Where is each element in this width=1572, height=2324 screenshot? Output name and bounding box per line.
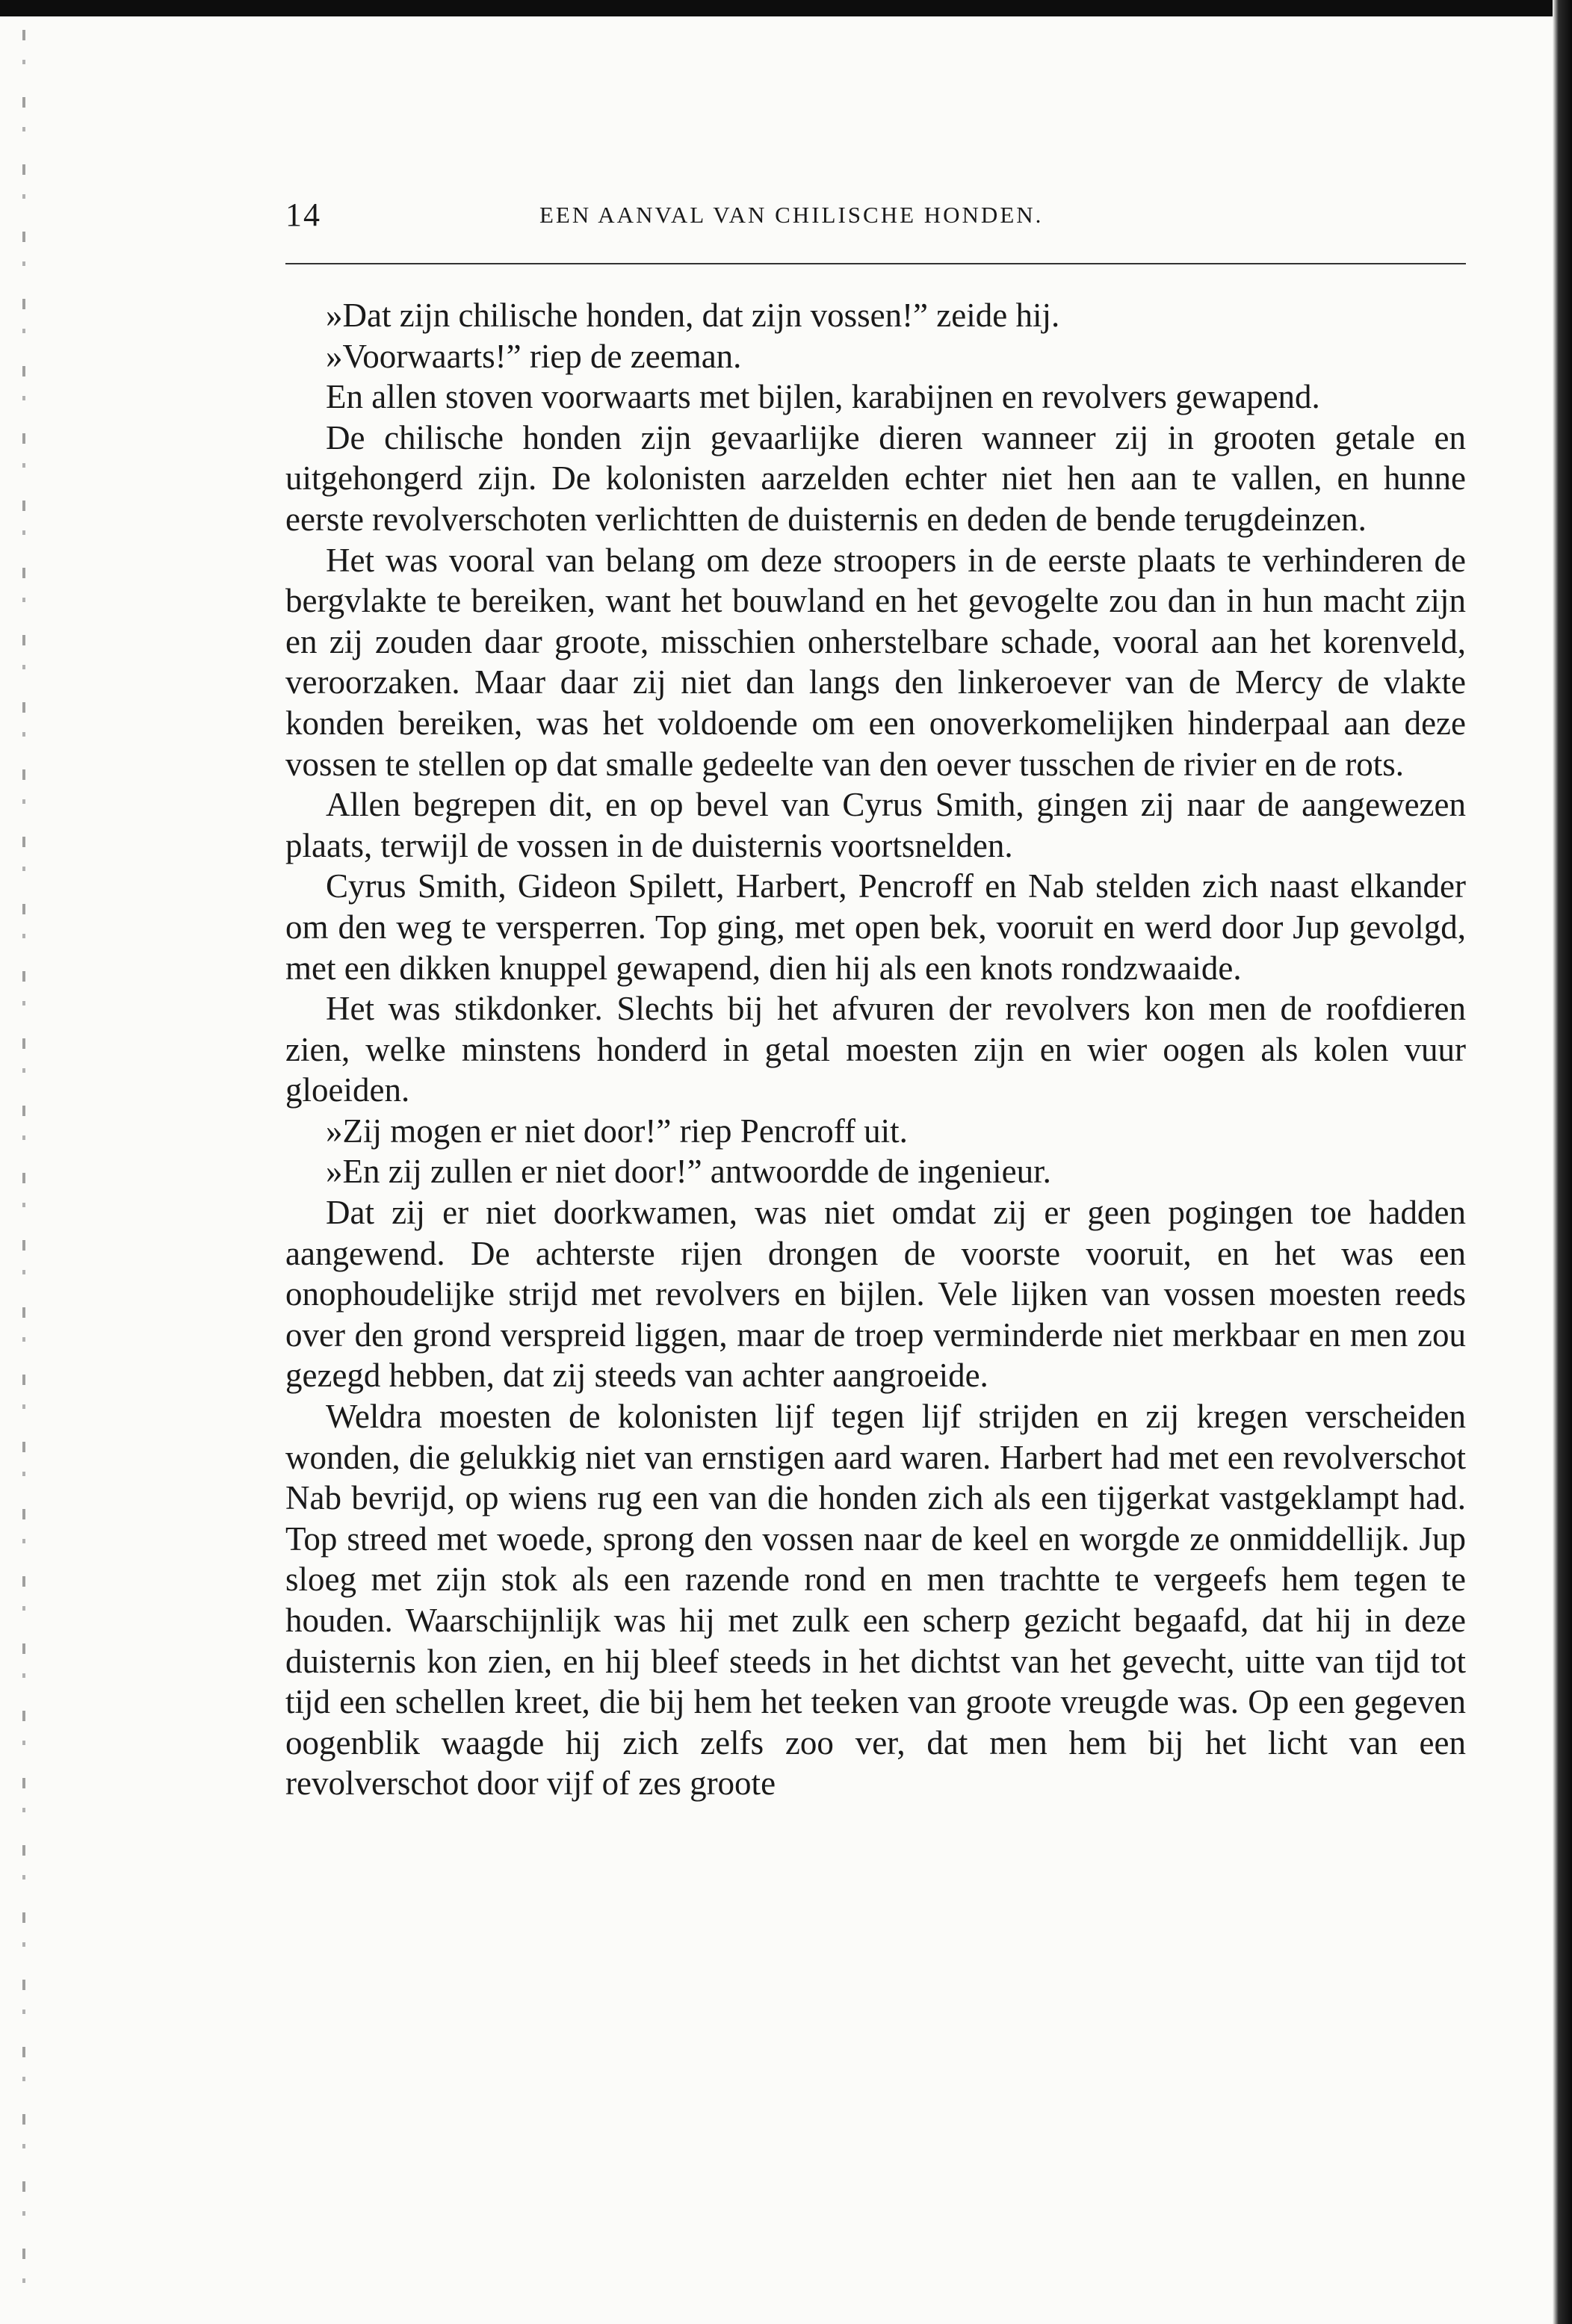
paragraph: »Zij mogen er niet door!” riep Pencroff uit. [326, 1112, 908, 1150]
paragraph: En allen stoven voorwaarts met bijlen, karabijnen en revolvers gewapend. [326, 378, 1320, 416]
paragraph: »En zij zullen er niet door!” antwoordde de ingenieur. [326, 1153, 1051, 1191]
running-title: EEN AANVAL VAN CHILISCHE HONDEN. [539, 202, 1044, 228]
paragraph: »Dat zijn chilische honden, dat zijn vossen!” zeide hij. [326, 297, 1060, 334]
paragraph: Dat zij er niet doorkwamen, was niet omdat zij er geen pogingen toe hadden aangewend. De achterste rijen drongen de voorste vooruit, en het was een onophoudelijke strijd met revolvers en bijlen. Vele lijken van vossen moesten reeds over den grond verspreid liggen, maar de troep verminderde niet merkbaar en men zou gezegd hebben, dat zij steeds van achter aangroeide. [285, 1194, 1466, 1395]
paragraph: Het was vooral van belang om deze stroopers in de eerste plaats te verhinderen de bergvlakte te bereiken, want het bouwland en het gevogelte zou dan in hun macht zijn en zij zouden daar groote, misschien onherstelbare schade, vooral aan het korenveld, veroorzaken. Maar daar zij niet dan langs den linkeroever van de Mercy de vlakte konden bereiken, was het voldoende om een onoverkomelijken hinderpaal aan deze vossen te stellen op dat smalle gedeelte van den oever tusschen de rivier en de rots. [285, 541, 1466, 783]
body-text [285, 295, 1466, 1804]
scan-margin-marks [22, 30, 25, 2301]
header-rule [285, 263, 1466, 264]
page-number: 14 [285, 196, 321, 233]
paragraph: Het was stikdonker. Slechts bij het afvuren der revolvers kon men de roofdieren zien, welke minstens honderd in getal moesten zijn en wier oogen als kolen vuur gloeiden. [285, 990, 1466, 1109]
paragraph: Allen begrepen dit, en op bevel van Cyrus Smith, gingen zij naar de aangewezen plaats, terwijl de vossen in de duisternis voortsnelden. [285, 786, 1466, 864]
scan-border-right [1553, 0, 1572, 2324]
scan-border-top [0, 0, 1572, 16]
paragraph: »Voorwaarts!” riep de zeeman. [326, 337, 742, 375]
paragraph: Weldra moesten de kolonisten lijf tegen lijf strijden en zij kregen verscheiden wonden, die gelukkig niet van ernstigen aard waren. Harbert had met een revolverschot Nab bevrijd, op wiens rug een van die honden zich als een tijgerkat vastgeklampt had. Top streed met woede, sprong den vossen naar de keel en worgde ze onmiddellijk. Jup sloeg met zijn stok als een razende rond en men trachtte te vergeefs hem tegen te houden. Waarschijnlijk was hij met zulk een scherp gezicht begaafd, dat hij in deze duisternis kon zien, en hij bleef steeds in het dichtst van het gevecht, uitte van tijd tot tijd een schellen kreet, die bij hem het teeken van groote vreugde was. Op een gegeven oogenblik waagde hij zich zelfs zoo ver, dat men hem bij het licht van een revolverschot door vijf of zes groote [285, 1398, 1466, 1803]
paragraph: Cyrus Smith, Gideon Spilett, Harbert, Pencroff en Nab stelden zich naast elkander om den weg te versperren. Top ging, met open bek, vooruit en werd door Jup gevolgd, met een dikken knuppel gewapend, dien hij als een knots rondzwaaide. [285, 867, 1466, 987]
paragraph: De chilische honden zijn gevaarlijke dieren wanneer zij in grooten getale en uitgehongerd zijn. De kolonisten aarzelden echter niet hen aan te vallen, en hunne eerste revolverschoten verlichtten de duisternis en deden de bende terugdeinzen. [285, 418, 1466, 538]
page-header [285, 196, 1466, 241]
